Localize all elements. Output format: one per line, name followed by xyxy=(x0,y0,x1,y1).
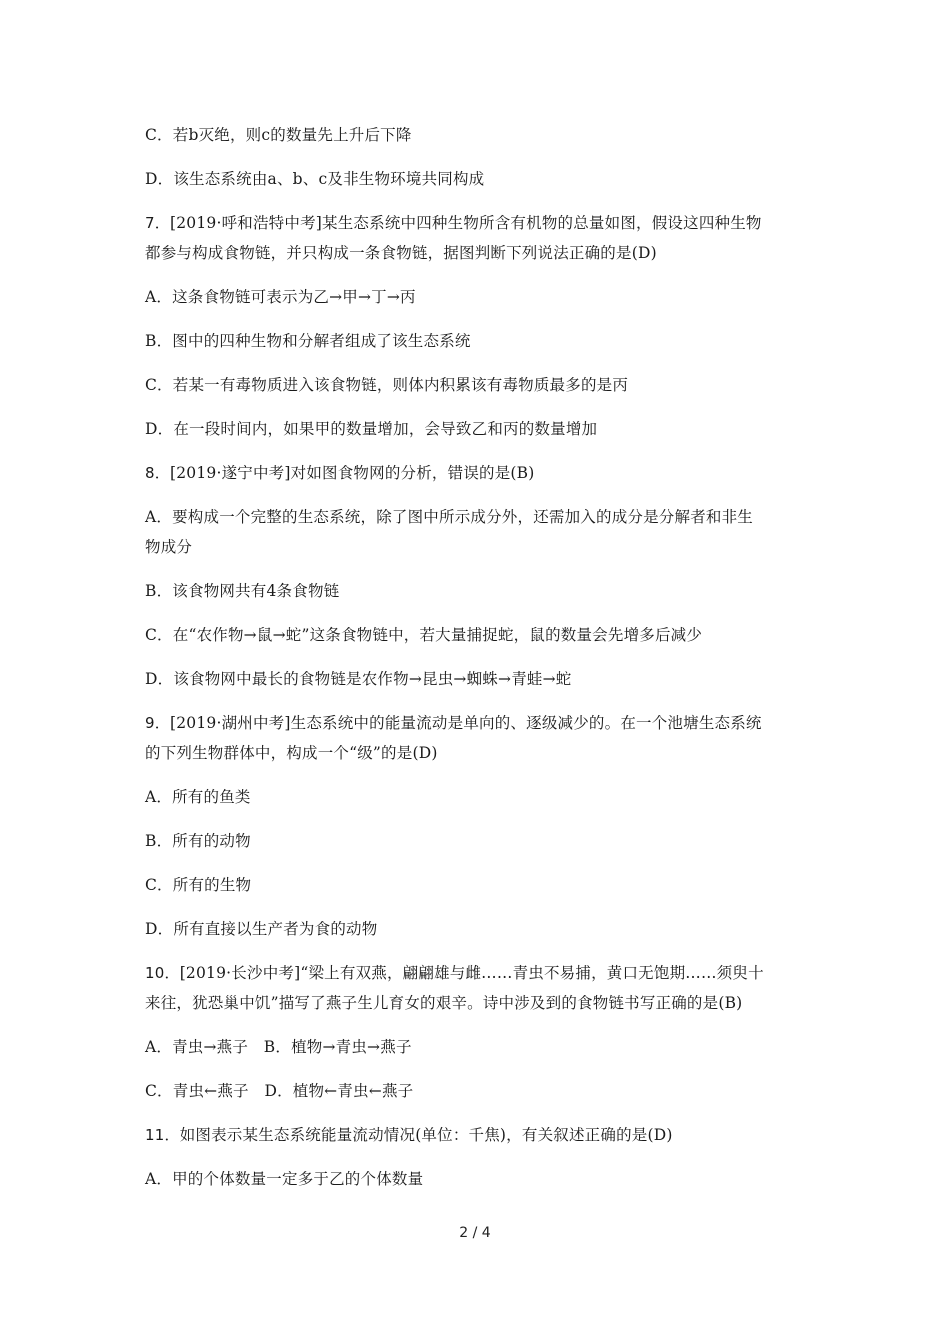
question-9-option-b: B．所有的动物 xyxy=(145,832,251,850)
question-7-number: 7． xyxy=(145,214,170,232)
question-8-option-c: C．在“农作物→鼠→蛇”这条食物链中，若大量捕捉蛇，鼠的数量会先增多后减少 xyxy=(145,626,703,644)
question-9-option-a: A．所有的鱼类 xyxy=(145,788,251,806)
option-d-prev: D．该生态系统由a、b、c及非生物环境共同构成 xyxy=(145,170,485,188)
question-8-option-a-line-1: A．要构成一个完整的生态系统，除了图中所示成分外，还需加入的成分是分解者和非生 xyxy=(145,508,753,526)
question-9-line-2: 的下列生物群体中，构成一个“级”的是(D) xyxy=(145,744,438,762)
question-8-line-1 xyxy=(145,462,815,484)
question-7-option-d: D．在一段时间内，如果甲的数量增加，会导致乙和丙的数量增加 xyxy=(145,420,598,438)
question-9-option-d: D．所有直接以生产者为食的动物 xyxy=(145,920,378,938)
question-7-option-b: B．图中的四种生物和分解者组成了该生态系统 xyxy=(145,332,471,350)
question-7-line-1 xyxy=(145,212,815,234)
page-number: 2 / 4 xyxy=(459,1225,491,1241)
question-11-stem: 如图表示某生态系统能量流动情况(单位：千焦)，有关叙述正确的是(D) xyxy=(179,1126,673,1144)
question-9-stem-1: [2019·湖州中考]生态系统中的能量流动是单向的、逐级减少的。在一个池塘生态系统 xyxy=(169,714,762,732)
question-7-stem-1: [2019·呼和浩特中考]某生态系统中四种生物所含有机物的总量如图，假设这四种生物 xyxy=(169,214,762,232)
question-9-option-c: C．所有的生物 xyxy=(145,876,252,894)
question-11-number: 11． xyxy=(145,1126,180,1144)
question-11-line-1 xyxy=(145,1124,815,1146)
question-10-line-1 xyxy=(145,962,815,984)
question-10-number: 10． xyxy=(145,964,180,982)
question-7-line-2: 都参与构成食物链，并只构成一条食物链，据图判断下列说法正确的是(D) xyxy=(145,244,657,262)
question-10-options-ab: A．青虫→燕子 B．植物→青虫→燕子 xyxy=(145,1038,412,1056)
question-10-options-cd: C．青虫←燕子 D．植物←青虫←燕子 xyxy=(145,1082,414,1100)
question-8-number: 8． xyxy=(145,464,170,482)
question-8-stem: [2019·遂宁中考]对如图食物网的分析，错误的是(B) xyxy=(169,464,535,482)
question-9-number: 9． xyxy=(145,714,170,732)
question-8-option-a-line-2: 物成分 xyxy=(145,538,193,556)
question-7-option-a: A．这条食物链可表示为乙→甲→丁→丙 xyxy=(145,288,416,306)
question-9-line-1 xyxy=(145,712,815,734)
question-8-option-b: B．该食物网共有4条食物链 xyxy=(145,582,340,600)
question-10-line-2: 来往，犹恐巢中饥”描写了燕子生儿育女的艰辛。诗中涉及到的食物链书写正确的是(B) xyxy=(145,994,743,1012)
question-7-option-c: C．若某一有毒物质进入该食物链，则体内积累该有毒物质最多的是丙 xyxy=(145,376,629,394)
question-10-stem-1: [2019·长沙中考]“梁上有双燕，翩翩雄与雌……青虫不易捕，黄口无饱期……须臾十 xyxy=(179,964,764,982)
question-11-option-a: A．甲的个体数量一定多于乙的个体数量 xyxy=(145,1170,424,1188)
option-c-prev: C．若b灭绝，则c的数量先上升后下降 xyxy=(145,126,412,144)
question-8-option-d: D．该食物网中最长的食物链是农作物→昆虫→蜘蛛→青蛙→蛇 xyxy=(145,670,572,688)
